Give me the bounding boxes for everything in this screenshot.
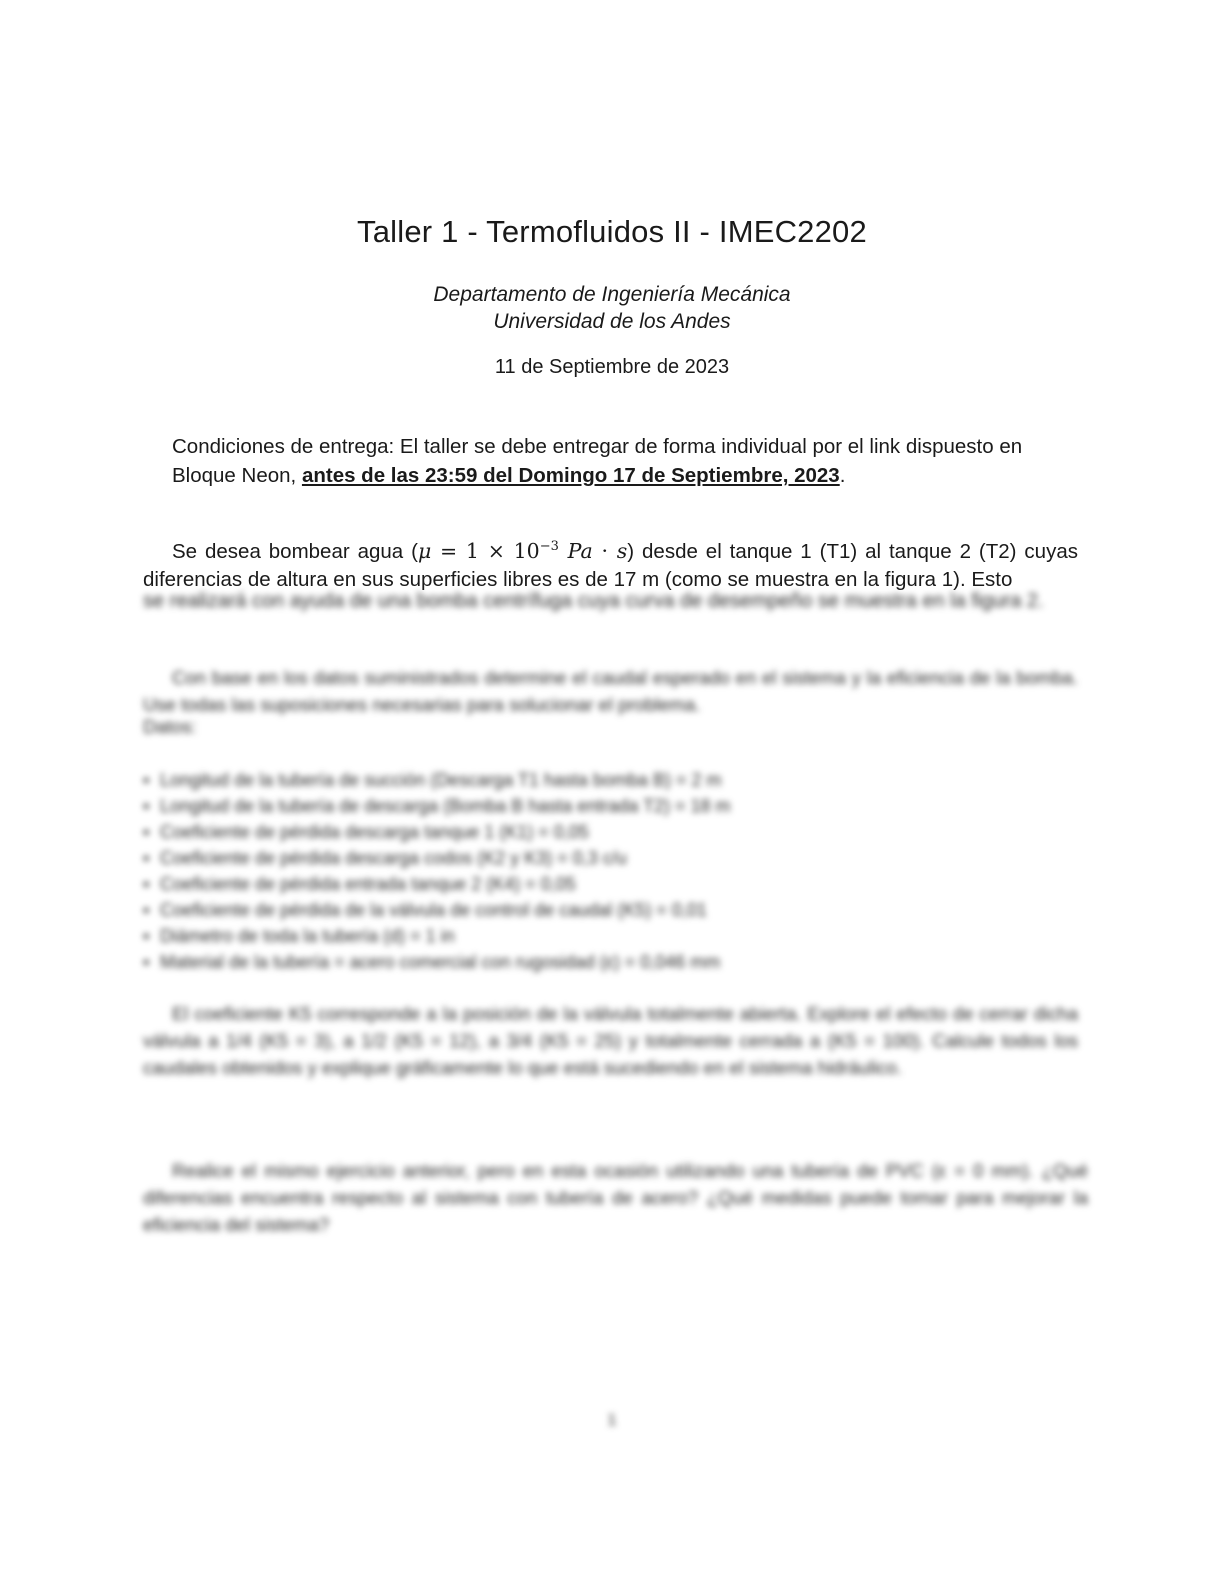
department-line: Departamento de Ingeniería Mecánica [433, 283, 791, 306]
deadline-text: antes de las 23:59 del Domingo 17 de Septiembre, 2023 [301, 464, 840, 487]
units-s: s [616, 538, 628, 563]
list-item: ▪ Coeficiente de pérdida descarga codos (K2 y K3) = 0,3 c/u [143, 845, 943, 871]
problem-continuation-blurred: se realizará con ayuda de una bomba centrífuga cuya curva de desempeño se muestra en la figura 2. [143, 590, 1044, 612]
problem-lead: Se desea bombear agua ( [172, 539, 418, 563]
formula-equals: = 1 × 10 [431, 538, 540, 563]
formula-close: ) [627, 539, 635, 563]
conditions-period: . [839, 464, 846, 487]
list-item: ▪ Coeficiente de pérdida descarga tanque 1 (K1) = 0,05 [143, 819, 943, 845]
problem-rest: desde el tanque 1 (T1) al tanque 2 (T2) cuyas diferencias de altura en sus superficies libres es de 17 m (como se muestra en la figura 1). Esto [143, 539, 1078, 591]
delivery-conditions [172, 432, 1082, 490]
mu-symbol: μ [417, 538, 432, 563]
list-item: ▪ Longitud de la tubería de succión (Descarga T1 hasta bomba B) = 2 m [143, 767, 943, 793]
problem-statement [143, 533, 1078, 594]
units-dot: · [592, 538, 617, 563]
formula-exponent: −3 [539, 539, 559, 554]
conditions-text: Condiciones de entrega: El taller se debe entregar de forma individual por el link dispuesto en Bloque Neon, [172, 435, 1023, 487]
viscosity-formula [418, 539, 627, 563]
list-item: ▪ Longitud de la tubería de descarga (Bomba B hasta entrada T2) = 18 m [143, 793, 943, 819]
document-title: Taller 1 - Termofluidos II - IMEC2202 [357, 214, 867, 249]
document-date: 11 de Septiembre de 2023 [494, 356, 730, 378]
paragraph-2-text: Con base en los datos suministrados determine el caudal esperado en el sistema y la eficiencia de la bomba. Use todas las suposiciones necesarias para solucionar el problema. [143, 667, 1078, 715]
paragraph-4-text: Realice el mismo ejercicio anterior, pero en esta ocasión utilizando una tubería de PVC (ε = 0 mm). ¿Qué diferencias encuentra respecto al sistema con tubería de acero? ¿Qué medidas puede tomar para mejorar la eficiencia del sistema? [143, 1160, 1088, 1235]
given-label-blurred: Datos: [143, 716, 197, 737]
list-item: ▪ Coeficiente de pérdida de la válvula de control de caudal (K5) = 0,01 [143, 897, 943, 923]
paragraph-3-text: El coeficiente K5 corresponde a la posición de la válvula totalmente abierta. Explore el efecto de cerrar dicha válvula a 1/4 (K5 = 3), a 1/2 (K5 = 12), a 3/4 (K5 = 25) y totalmente cerrada a (K5 = 100). Calcule todos los caudales obtenidos y explique gráficamente lo que está sucediendo en el sistema hidráulico. [143, 1003, 1078, 1078]
given-data-list [143, 767, 943, 975]
university-line: Universidad de los Andes [493, 310, 731, 333]
list-item: ▪ Coeficiente de pérdida entrada tanque 2 (K4) = 0,05 [143, 871, 943, 897]
list-item: ▪ Material de la tubería = acero comercial con rugosidad (ε) = 0,046 mm [143, 949, 943, 975]
paragraph-4-blurred [143, 1157, 1088, 1238]
units-pa: Pa [558, 538, 593, 563]
list-item: ▪ Diámetro de toda la tubería (d) = 1 in [143, 923, 943, 949]
page-number: 1 [607, 1412, 617, 1429]
paragraph-3-blurred [143, 1000, 1078, 1081]
paragraph-2-blurred [143, 664, 1078, 718]
